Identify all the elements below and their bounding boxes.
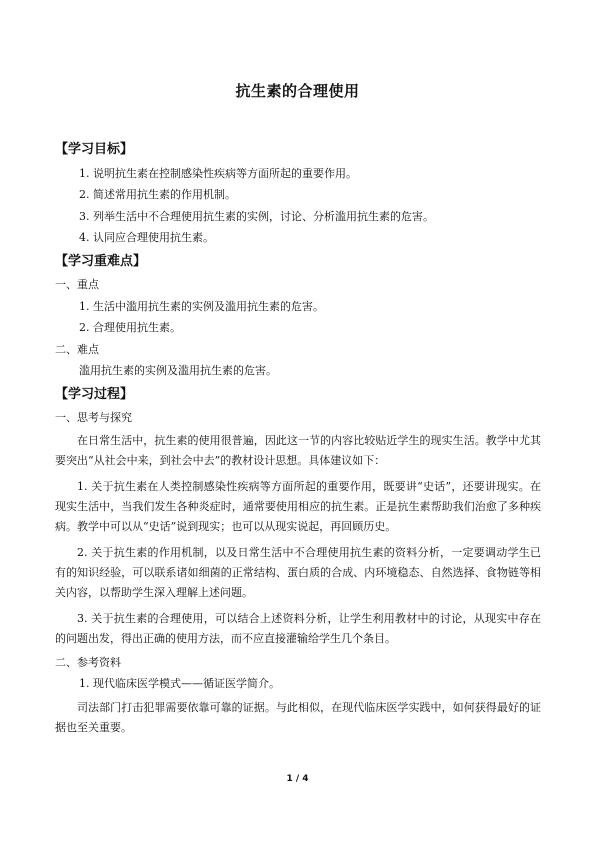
section-heading-objectives: 【学习目标】 <box>55 142 134 157</box>
process-paragraph: 1. 关于抗生素在人类控制感染性疾病等方面所起的重要作用，既要讲“史话”，还要讲现实。在现实生活中，当我们发生各种炎症时，通常要使用相应的抗生素。正是抗生素帮助我们治愈了多种疾病。教学中可以从“史话”说到现实；也可以从现实说起，再回顾历史。 <box>55 479 541 533</box>
subsection-label-difficult: 二、难点 <box>55 342 99 356</box>
difficult-text: 滥用抗生素的实例及滥用抗生素的危害。 <box>79 364 277 377</box>
subsection-label-explore: 一、思考与探究 <box>55 411 132 424</box>
objective-item: 1. 说明抗生素在控制感染性疾病等方面所起的重要作用。 <box>79 166 357 180</box>
process-paragraph: 2. 关于抗生素的作用机制，以及日常生活中不合理使用抗生素的资料分析，一定要调动学生已有的知识经验，可以联系诸如细菌的正常结构、蛋白质的合成、内环境稳态、自然选择、食物链等相关内容，以帮助学生深入理解上述问题。 <box>55 545 541 599</box>
process-paragraph: 在日常生活中，抗生素的使用很普遍，因此这一节的内容比较贴近学生的现实生活。教学中尤其要突出“从社会中来，到社会中去”的教材设计思想。具体建议如下： <box>55 433 541 467</box>
key-item: 2. 合理使用抗生素。 <box>79 321 181 334</box>
objective-item: 2. 简述常用抗生素的作用机制。 <box>79 188 236 201</box>
key-item: 1. 生活中滥用抗生素的实例及滥用抗生素的危害。 <box>79 299 324 313</box>
document-body <box>55 136 541 744</box>
objective-item: 3. 列举生活中不合理使用抗生素的实例，讨论、分析滥用抗生素的危害。 <box>79 209 434 223</box>
page-number: 1 / 4 <box>286 774 309 784</box>
objective-item: 4. 认同应合理使用抗生素。 <box>79 231 214 244</box>
reference-item: 1. 现代临床医学模式——循证医学简介。 <box>79 677 280 691</box>
section-heading-key-points: 【学习重难点】 <box>55 253 147 269</box>
subsection-label-key: 一、重点 <box>55 278 99 291</box>
process-paragraph: 3. 关于抗生素的合理使用，可以结合上述资料分析，让学生利用教材中的讨论，从现实中存在的问题出发，得出正确的使用方法，而不应直接灌输给学生几个条目。 <box>55 611 541 645</box>
section-heading-process: 【学习过程】 <box>55 386 134 402</box>
reference-paragraph: 司法部门打击犯罪需要依靠可靠的证据。与此相似，在现代临床医学实践中，如何获得最好的证据也至关重要。 <box>55 700 541 734</box>
subsection-label-reference: 二、参考资料 <box>55 655 121 669</box>
document-title: 抗生素的合理使用 <box>235 82 360 100</box>
